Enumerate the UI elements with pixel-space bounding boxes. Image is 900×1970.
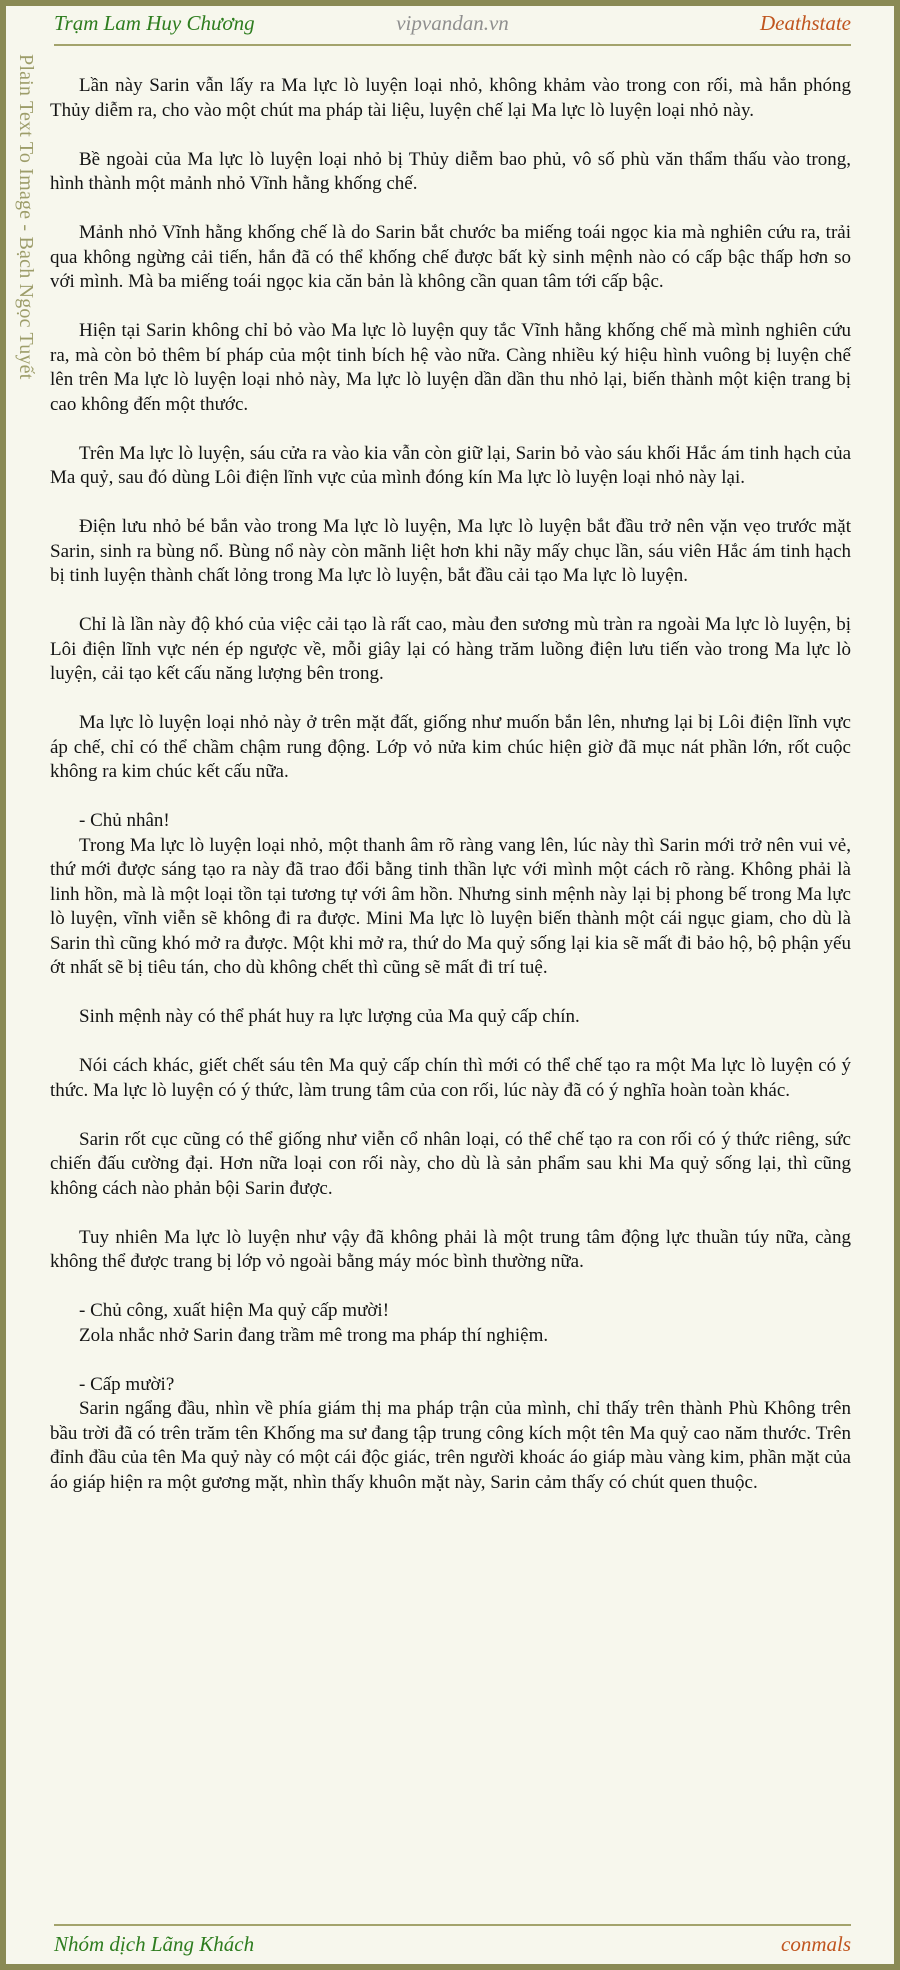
- paragraph: Điện lưu nhỏ bé bắn vào trong Ma lực lò luyện, Ma lực lò luyện bắt đầu trở nên vặn vẹo trước mặt Sarin, sinh ra bùng nổ. Bùng nổ này còn mãnh liệt hơn khi nãy mấy chục lần, sáu viên Hắc ám tinh hạch bị tinh luyện thành chất lỏng trong Ma lực lò luyện, bắt đầu cải tạo Ma lực lò luyện.: [50, 516, 851, 586]
- header-right: Deathstate: [760, 11, 851, 35]
- page-footer: [54, 1927, 851, 1961]
- document-body: [50, 74, 851, 1520]
- paragraph: Lần này Sarin vẫn lấy ra Ma lực lò luyện loại nhỏ, không khảm vào trong con rối, mà hắn phóng Thủy diễm ra, cho vào một chút ma pháp tài liệu, luyện chế lại Ma lực lò luyện loại nhỏ này.: [50, 75, 851, 121]
- paragraph: Mảnh nhỏ Vĩnh hằng khống chế là do Sarin bắt chước ba miếng toái ngọc kia mà nghiên cứu ra, trải qua không ngừng cải tiến, hắn đã có thể khống chế được bất kỳ sinh mệnh nào có cấp bậc thấp hơn so với mình. Mà ba miếng toái ngọc kia căn bản là không cần quan tâm tới cấp bậc.: [50, 222, 851, 292]
- page-header: [54, 6, 851, 40]
- dialogue-line: - Chủ công, xuất hiện Ma quỷ cấp mười!: [79, 1300, 390, 1321]
- paragraph: Chỉ là lần này độ khó của việc cải tạo là rất cao, màu đen sương mù tràn ra ngoài Ma lực lò luyện, bị Lôi điện lĩnh vực nén ép ngược về, mỗi giây lại có hàng trăm luồng điện lưu tiến vào trong Ma lực lò luyện, cải tạo kết cấu năng lượng bên trong.: [50, 614, 851, 684]
- paragraph: Ma lực lò luyện loại nhỏ này ở trên mặt đất, giống như muốn bắn lên, nhưng lại bị Lôi điện lĩnh vực áp chế, chỉ có thể chầm chậm rung động. Lớp vỏ nửa kim chúc hiện giờ đã mục nát phần lớn, rốt cuộc không ra kim chúc kết cấu nữa.: [50, 712, 851, 782]
- side-watermark-text: Plain Text To Image - Bạch Ngọc Tuyết: [15, 54, 37, 380]
- paragraph: Sarin rốt cục cũng có thể giống như viễn cổ nhân loại, có thể chế tạo ra con rối có ý thức riêng, sức chiến đấu cường đại. Hơn nữa loại con rối này, cho dù là sản phẩm sau khi Ma quỷ sống lại, thì cũng không cách nào phản bội Sarin được.: [50, 1128, 851, 1199]
- header-center: vipvandan.vn: [396, 11, 509, 35]
- footer-right: conmals: [781, 1932, 851, 1956]
- paragraph: Bề ngoài của Ma lực lò luyện loại nhỏ bị Thủy diễm bao phủ, vô số phù văn thẩm thấu vào trong, hình thành một mảnh nhỏ Vĩnh hằng khống chế.: [50, 148, 851, 194]
- paragraph: Sinh mệnh này có thể phát huy ra lực lượng của Ma quỷ cấp chín.: [79, 1006, 580, 1027]
- footer-left: Nhóm dịch Lãng Khách: [54, 1932, 255, 1956]
- header-left: Trạm Lam Huy Chương: [54, 11, 255, 35]
- paragraph-group: [50, 809, 851, 981]
- paragraph: Trên Ma lực lò luyện, sáu cửa ra vào kia vẫn còn giữ lại, Sarin bỏ vào sáu khối Hắc ám tinh hạch của Ma quỷ, sau đó dùng Lôi điện lĩnh vực của mình đóng kín Ma lực lò luyện loại nhỏ này lại.: [50, 442, 851, 488]
- paragraph: Tuy nhiên Ma lực lò luyện như vậy đã không phải là một trung tâm động lực thuần túy nữa, càng không thể được trang bị lớp vỏ ngoài bằng máy móc bình thường nữa.: [50, 1226, 851, 1272]
- dialogue-line: - Cấp mười?: [79, 1373, 175, 1395]
- paragraph-group: [50, 1373, 851, 1496]
- paragraph: Trong Ma lực lò luyện loại nhỏ, một thanh âm rõ ràng vang lên, lúc này thì Sarin mới trở nên vui vẻ, thứ mới được sáng tạo ra này đã trao đổi bằng tinh thần lực với mình một cách rõ ràng. Không phải là linh hồn, mà là một loại tồn tại tương tự với âm hồn. Nhưng sinh mệnh này lại bị phong bế trong Ma lực lò luyện, vĩnh viễn sẽ không đi ra được. Mini Ma lực lò luyện biến thành một cái ngục giam, cho dù là Sarin thì cũng khó mở ra được. Một khi mở ra, thứ do Ma quỷ sống lại kia sẽ mất đi bảo hộ, bộ phận yếu ớt nhất sẽ bị tiêu tán, cho dù không chết thì cũng sẽ mất đi trí tuệ.: [50, 834, 851, 978]
- paragraph: Hiện tại Sarin không chỉ bỏ vào Ma lực lò luyện quy tắc Vĩnh hằng khống chế mà mình nghiên cứu ra, mà còn bỏ thêm bí pháp của một tinh bích hệ vào nữa. Càng nhiều ký hiệu hình vuông bị luyện chế lên trên Ma lực lò luyện loại nhỏ này, Ma lực lò luyện dần dần thu nhỏ lại, biến thành một kiện trang bị cao không đến một thước.: [50, 320, 851, 415]
- header-divider: [54, 44, 851, 46]
- paragraph: Zola nhắc nhở Sarin đang trầm mê trong ma pháp thí nghiệm.: [79, 1324, 549, 1346]
- paragraph: Sarin ngẩng đầu, nhìn về phía giám thị ma pháp trận của mình, chỉ thấy trên thành Phù Không trên bầu trời đã có trên trăm tên Khống ma sư đang tập trung công kích một tên Ma quỷ cao năm thước. Trên đỉnh đầu của tên Ma quỷ này có một cái độc giác, trên người khoác áo giáp màu vàng kim, phần mặt của áo giáp hiện ra một gương mặt, nhìn thấy khuôn mặt này, Sarin cảm thấy có chút quen thuộc.: [50, 1398, 851, 1493]
- paragraph-group: [50, 1299, 851, 1348]
- footer-divider: [54, 1924, 851, 1926]
- dialogue-line: - Chủ nhân!: [79, 810, 170, 831]
- paragraph: Nói cách khác, giết chết sáu tên Ma quỷ cấp chín thì mới có thể chế tạo ra một Ma lực lò luyện có ý thức. Ma lực lò luyện có ý thức, làm trung tâm của con rối, lúc này đã có ý nghĩa hoàn toàn khác.: [50, 1055, 851, 1101]
